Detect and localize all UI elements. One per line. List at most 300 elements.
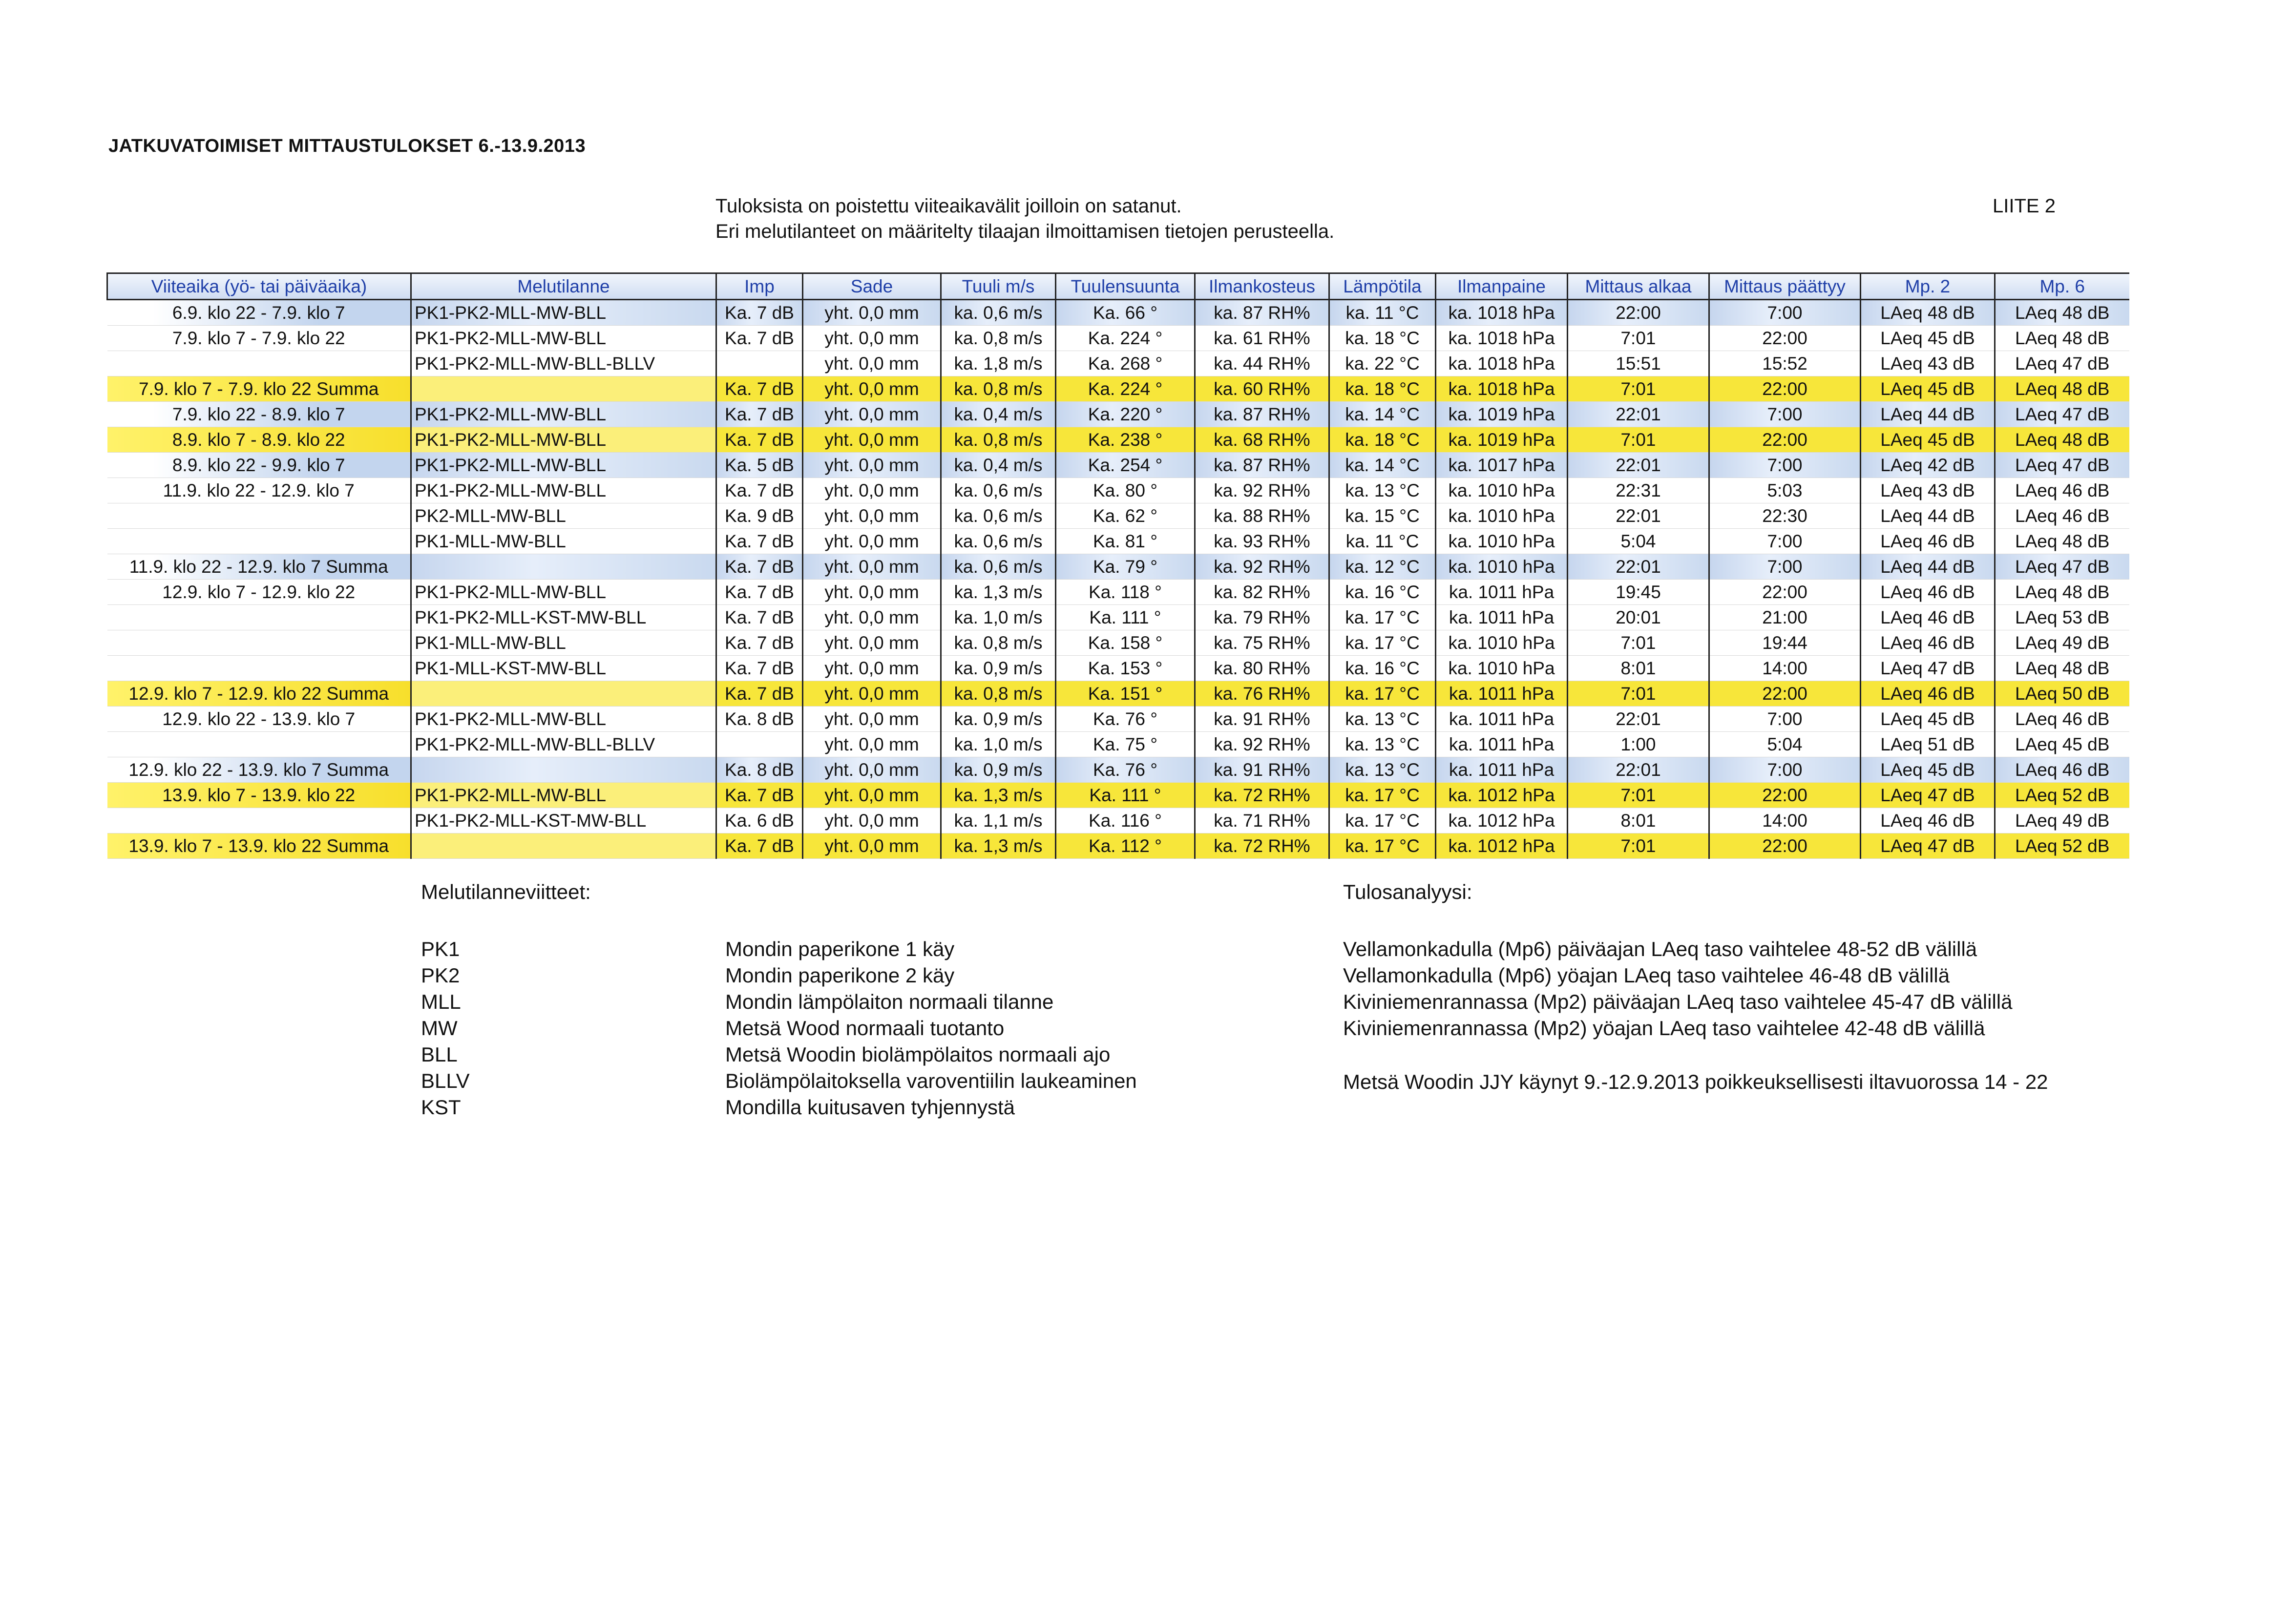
table-cell: LAeq 47 dB xyxy=(1995,351,2129,376)
table-cell: 22:30 xyxy=(1709,503,1861,529)
table-cell: Ka. 79 ° xyxy=(1056,554,1195,580)
table-cell: ka. 92 RH% xyxy=(1195,554,1329,580)
period-cell xyxy=(107,656,411,681)
table-cell: ka. 11 °C xyxy=(1329,529,1436,554)
table-cell: 14:00 xyxy=(1709,656,1861,681)
table-cell: ka. 75 RH% xyxy=(1195,630,1329,656)
abbreviation-description: Biolämpölaitoksella varoventiilin laukeaminen xyxy=(725,1069,1137,1092)
table-cell: ka. 88 RH% xyxy=(1195,503,1329,529)
period-cell: 11.9. klo 22 - 12.9. klo 7 Summa xyxy=(107,554,411,580)
table-cell: LAeq 48 dB xyxy=(1995,580,2129,605)
table-cell: ka. 72 RH% xyxy=(1195,783,1329,808)
period-cell: 6.9. klo 22 - 7.9. klo 7 xyxy=(107,300,411,326)
table-row xyxy=(107,529,2129,554)
table-cell: Ka. 7 dB xyxy=(716,605,803,630)
abbreviation-code: BLL xyxy=(421,1043,458,1066)
period-cell: 12.9. klo 7 - 12.9. klo 22 xyxy=(107,580,411,605)
table-cell: LAeq 49 dB xyxy=(1995,630,2129,656)
table-cell: ka. 91 RH% xyxy=(1195,757,1329,783)
period-cell: 7.9. klo 22 - 8.9. klo 7 xyxy=(107,402,411,427)
table-row xyxy=(107,326,2129,351)
situation-cell xyxy=(411,833,716,859)
table-cell: LAeq 47 dB xyxy=(1861,833,1995,859)
table-cell: LAeq 48 dB xyxy=(1995,376,2129,402)
table-cell: ka. 14 °C xyxy=(1329,453,1436,478)
table-cell: 7:01 xyxy=(1568,833,1709,859)
table-cell: ka. 1019 hPa xyxy=(1436,402,1568,427)
table-cell: ka. 17 °C xyxy=(1329,630,1436,656)
table-cell: 1:00 xyxy=(1568,732,1709,757)
column-header: Ilmanpaine xyxy=(1436,273,1568,300)
table-cell: ka. 0,4 m/s xyxy=(941,402,1056,427)
table-cell: 22:00 xyxy=(1709,833,1861,859)
table-cell: 7:00 xyxy=(1709,707,1861,732)
table-cell: Ka. 7 dB xyxy=(716,656,803,681)
table-cell: LAeq 48 dB xyxy=(1995,427,2129,453)
situation-cell: PK1-PK2-MLL-MW-BLL-BLLV xyxy=(411,351,716,376)
table-cell: LAeq 45 dB xyxy=(1861,427,1995,453)
table-cell: ka. 0,9 m/s xyxy=(941,757,1056,783)
abbreviation-description: Metsä Woodin biolämpölaitos normaali ajo xyxy=(725,1043,1111,1066)
table-cell: LAeq 48 dB xyxy=(1861,300,1995,326)
table-cell: ka. 1018 hPa xyxy=(1436,326,1568,351)
table-cell: ka. 0,6 m/s xyxy=(941,554,1056,580)
table-cell: 7:00 xyxy=(1709,529,1861,554)
table-cell: ka. 1,3 m/s xyxy=(941,833,1056,859)
situation-cell: PK2-MLL-MW-BLL xyxy=(411,503,716,529)
table-cell: ka. 0,9 m/s xyxy=(941,656,1056,681)
table-cell: Ka. 7 dB xyxy=(716,402,803,427)
table-cell: Ka. 7 dB xyxy=(716,529,803,554)
table-cell: ka. 1012 hPa xyxy=(1436,808,1568,833)
situation-cell: PK1-PK2-MLL-MW-BLL xyxy=(411,580,716,605)
table-cell: LAeq 48 dB xyxy=(1995,300,2129,326)
table-cell: Ka. 7 dB xyxy=(716,326,803,351)
table-cell: 21:00 xyxy=(1709,605,1861,630)
table-cell: ka. 1,0 m/s xyxy=(941,732,1056,757)
table-cell: Ka. 7 dB xyxy=(716,630,803,656)
table-cell: 22:01 xyxy=(1568,453,1709,478)
table-cell: ka. 17 °C xyxy=(1329,783,1436,808)
table-cell: Ka. 5 dB xyxy=(716,453,803,478)
table-cell: LAeq 46 dB xyxy=(1861,630,1995,656)
period-cell: 8.9. klo 7 - 8.9. klo 22 xyxy=(107,427,411,453)
column-header: Tuuli m/s xyxy=(941,273,1056,300)
table-cell: ka. 0,8 m/s xyxy=(941,376,1056,402)
period-cell: 11.9. klo 22 - 12.9. klo 7 xyxy=(107,478,411,503)
table-cell: ka. 0,6 m/s xyxy=(941,503,1056,529)
table-cell: 7:01 xyxy=(1568,326,1709,351)
situation-cell xyxy=(411,757,716,783)
table-cell: ka. 82 RH% xyxy=(1195,580,1329,605)
table-cell: yht. 0,0 mm xyxy=(803,605,941,630)
situation-cell: PK1-PK2-MLL-MW-BLL xyxy=(411,300,716,326)
table-cell: 8:01 xyxy=(1568,656,1709,681)
table-cell: ka. 18 °C xyxy=(1329,326,1436,351)
table-cell: ka. 80 RH% xyxy=(1195,656,1329,681)
period-cell xyxy=(107,808,411,833)
table-cell: Ka. 8 dB xyxy=(716,707,803,732)
table-cell: LAeq 47 dB xyxy=(1861,783,1995,808)
table-cell: LAeq 48 dB xyxy=(1995,326,2129,351)
column-header: Sade xyxy=(803,273,941,300)
table-cell: 22:01 xyxy=(1568,503,1709,529)
abbreviation-code: PK1 xyxy=(421,937,460,960)
table-cell: ka. 92 RH% xyxy=(1195,478,1329,503)
table-cell: ka. 1011 hPa xyxy=(1436,757,1568,783)
table-cell: 7:01 xyxy=(1568,681,1709,707)
situation-cell: PK1-PK2-MLL-MW-BLL xyxy=(411,707,716,732)
table-cell: Ka. 111 ° xyxy=(1056,605,1195,630)
table-cell: ka. 1011 hPa xyxy=(1436,732,1568,757)
period-cell xyxy=(107,351,411,376)
table-cell: ka. 87 RH% xyxy=(1195,402,1329,427)
table-cell: LAeq 46 dB xyxy=(1995,503,2129,529)
table-cell: ka. 18 °C xyxy=(1329,376,1436,402)
table-row xyxy=(107,554,2129,580)
table-cell: Ka. 66 ° xyxy=(1056,300,1195,326)
table-cell xyxy=(716,732,803,757)
situation-cell: PK1-PK2-MLL-MW-BLL xyxy=(411,402,716,427)
table-cell: ka. 87 RH% xyxy=(1195,453,1329,478)
table-cell: 5:04 xyxy=(1568,529,1709,554)
table-row xyxy=(107,300,2129,326)
table-cell: 7:00 xyxy=(1709,300,1861,326)
table-cell: LAeq 46 dB xyxy=(1861,529,1995,554)
table-cell: LAeq 47 dB xyxy=(1995,453,2129,478)
table-cell: ka. 72 RH% xyxy=(1195,833,1329,859)
table-cell: ka. 1018 hPa xyxy=(1436,351,1568,376)
table-row xyxy=(107,605,2129,630)
table-cell: 7:00 xyxy=(1709,453,1861,478)
period-cell xyxy=(107,630,411,656)
table-cell: LAeq 43 dB xyxy=(1861,351,1995,376)
table-cell: yht. 0,0 mm xyxy=(803,300,941,326)
column-header: Mp. 2 xyxy=(1861,273,1995,300)
table-row xyxy=(107,707,2129,732)
table-cell: 15:52 xyxy=(1709,351,1861,376)
table-cell: 7:00 xyxy=(1709,402,1861,427)
table-cell: ka. 1018 hPa xyxy=(1436,376,1568,402)
abbreviation-code: BLLV xyxy=(421,1069,470,1092)
table-cell: ka. 0,8 m/s xyxy=(941,681,1056,707)
column-header: Imp xyxy=(716,273,803,300)
table-cell: ka. 18 °C xyxy=(1329,427,1436,453)
table-cell: LAeq 47 dB xyxy=(1995,554,2129,580)
table-cell: yht. 0,0 mm xyxy=(803,732,941,757)
column-header: Lämpötila xyxy=(1329,273,1436,300)
period-cell xyxy=(107,503,411,529)
table-cell: yht. 0,0 mm xyxy=(803,808,941,833)
table-cell: Ka. 111 ° xyxy=(1056,783,1195,808)
table-cell: yht. 0,0 mm xyxy=(803,351,941,376)
table-cell: ka. 0,9 m/s xyxy=(941,707,1056,732)
table-cell: Ka. 224 ° xyxy=(1056,326,1195,351)
table-cell: ka. 0,8 m/s xyxy=(941,326,1056,351)
table-cell: yht. 0,0 mm xyxy=(803,402,941,427)
table-cell: ka. 76 RH% xyxy=(1195,681,1329,707)
table-cell: ka. 1018 hPa xyxy=(1436,300,1568,326)
table-cell: ka. 1010 hPa xyxy=(1436,656,1568,681)
table-row xyxy=(107,732,2129,757)
column-header: Ilmankosteus xyxy=(1195,273,1329,300)
table-cell: ka. 0,6 m/s xyxy=(941,529,1056,554)
table-cell: Ka. 81 ° xyxy=(1056,529,1195,554)
period-cell: 12.9. klo 7 - 12.9. klo 22 Summa xyxy=(107,681,411,707)
table-cell: 22:00 xyxy=(1709,326,1861,351)
table-cell: ka. 61 RH% xyxy=(1195,326,1329,351)
abbreviation-code: MW xyxy=(421,1017,458,1040)
period-cell xyxy=(107,732,411,757)
table-cell: ka. 17 °C xyxy=(1329,808,1436,833)
document-title: JATKUVATOIMISET MITTAUSTULOKSET 6.-13.9.2013 xyxy=(108,136,586,156)
table-cell: 19:45 xyxy=(1568,580,1709,605)
table-cell: ka. 17 °C xyxy=(1329,681,1436,707)
table-cell: LAeq 44 dB xyxy=(1861,554,1995,580)
table-cell: ka. 13 °C xyxy=(1329,707,1436,732)
table-cell: LAeq 45 dB xyxy=(1861,326,1995,351)
table-header-row xyxy=(107,273,2129,300)
table-cell: LAeq 46 dB xyxy=(1995,478,2129,503)
table-cell: 7:00 xyxy=(1709,757,1861,783)
table-cell: LAeq 53 dB xyxy=(1995,605,2129,630)
table-cell: ka. 17 °C xyxy=(1329,833,1436,859)
table-cell: ka. 0,6 m/s xyxy=(941,478,1056,503)
table-cell: 22:00 xyxy=(1709,681,1861,707)
table-cell: LAeq 52 dB xyxy=(1995,783,2129,808)
table-cell: ka. 91 RH% xyxy=(1195,707,1329,732)
table-cell: ka. 79 RH% xyxy=(1195,605,1329,630)
situation-cell xyxy=(411,681,716,707)
table-cell: yht. 0,0 mm xyxy=(803,453,941,478)
table-cell: 22:31 xyxy=(1568,478,1709,503)
situation-cell: PK1-PK2-MLL-KST-MW-BLL xyxy=(411,808,716,833)
analysis-line: Kiviniemenrannassa (Mp2) yöajan LAeq taso vaihtelee 42-48 dB välillä xyxy=(1343,1017,1985,1040)
table-cell: Ka. 9 dB xyxy=(716,503,803,529)
table-cell: ka. 92 RH% xyxy=(1195,732,1329,757)
table-cell xyxy=(716,351,803,376)
table-cell: Ka. 224 ° xyxy=(1056,376,1195,402)
table-cell: ka. 1010 hPa xyxy=(1436,554,1568,580)
table-cell: yht. 0,0 mm xyxy=(803,503,941,529)
table-cell: ka. 16 °C xyxy=(1329,580,1436,605)
analysis-line: Metsä Woodin JJY käynyt 9.-12.9.2013 poikkeuksellisesti iltavuorossa 14 - 22 xyxy=(1343,1070,2048,1093)
table-cell: LAeq 44 dB xyxy=(1861,503,1995,529)
table-cell: 22:00 xyxy=(1709,376,1861,402)
table-cell: 14:00 xyxy=(1709,808,1861,833)
abbreviation-code: MLL xyxy=(421,990,461,1013)
situation-cell: PK1-MLL-MW-BLL xyxy=(411,630,716,656)
period-cell: 7.9. klo 7 - 7.9. klo 22 xyxy=(107,326,411,351)
table-cell: LAeq 42 dB xyxy=(1861,453,1995,478)
table-cell: ka. 13 °C xyxy=(1329,757,1436,783)
table-cell: 5:04 xyxy=(1709,732,1861,757)
table-cell: Ka. 116 ° xyxy=(1056,808,1195,833)
table-cell: 22:00 xyxy=(1568,300,1709,326)
analysis-line: Vellamonkadulla (Mp6) yöajan LAeq taso vaihtelee 46-48 dB välillä xyxy=(1343,964,1950,987)
period-cell: 12.9. klo 22 - 13.9. klo 7 Summa xyxy=(107,757,411,783)
table-row xyxy=(107,808,2129,833)
table-cell: ka. 1,0 m/s xyxy=(941,605,1056,630)
table-cell: Ka. 112 ° xyxy=(1056,833,1195,859)
analysis-line: Vellamonkadulla (Mp6) päiväajan LAeq taso vaihtelee 48-52 dB välillä xyxy=(1343,937,1977,960)
table-cell: ka. 93 RH% xyxy=(1195,529,1329,554)
table-cell: Ka. 76 ° xyxy=(1056,757,1195,783)
table-cell: ka. 14 °C xyxy=(1329,402,1436,427)
situation-cell: PK1-MLL-KST-MW-BLL xyxy=(411,656,716,681)
table-cell: Ka. 7 dB xyxy=(716,478,803,503)
situation-cell: PK1-PK2-MLL-MW-BLL xyxy=(411,783,716,808)
table-cell: ka. 13 °C xyxy=(1329,732,1436,757)
table-cell: ka. 1011 hPa xyxy=(1436,707,1568,732)
abbreviation-description: Mondin lämpölaiton normaali tilanne xyxy=(725,990,1054,1013)
table-cell: Ka. 153 ° xyxy=(1056,656,1195,681)
situation-cell: PK1-PK2-MLL-MW-BLL xyxy=(411,326,716,351)
table-cell: Ka. 7 dB xyxy=(716,554,803,580)
situation-cell: PK1-PK2-MLL-MW-BLL xyxy=(411,478,716,503)
table-cell: Ka. 158 ° xyxy=(1056,630,1195,656)
table-cell: ka. 1012 hPa xyxy=(1436,833,1568,859)
table-row xyxy=(107,656,2129,681)
table-cell: 19:44 xyxy=(1709,630,1861,656)
table-cell: LAeq 45 dB xyxy=(1995,732,2129,757)
table-cell: 22:01 xyxy=(1568,757,1709,783)
table-cell: Ka. 6 dB xyxy=(716,808,803,833)
table-cell: LAeq 51 dB xyxy=(1861,732,1995,757)
note-line: Eri melutilanteet on määritelty tilaajan ilmoittamisen tietojen perusteella. xyxy=(715,221,1335,242)
table-cell: ka. 1010 hPa xyxy=(1436,529,1568,554)
table-cell: LAeq 46 dB xyxy=(1861,580,1995,605)
table-row xyxy=(107,478,2129,503)
table-cell: ka. 68 RH% xyxy=(1195,427,1329,453)
period-cell: 8.9. klo 22 - 9.9. klo 7 xyxy=(107,453,411,478)
table-cell: LAeq 46 dB xyxy=(1861,808,1995,833)
table-cell: Ka. 118 ° xyxy=(1056,580,1195,605)
table-cell: yht. 0,0 mm xyxy=(803,757,941,783)
table-cell: 22:01 xyxy=(1568,402,1709,427)
table-cell: LAeq 45 dB xyxy=(1861,757,1995,783)
table-cell: Ka. 151 ° xyxy=(1056,681,1195,707)
table-row xyxy=(107,453,2129,478)
table-cell: LAeq 46 dB xyxy=(1861,681,1995,707)
analysis-heading: Tulosanalyysi: xyxy=(1343,880,1472,903)
table-cell: ka. 71 RH% xyxy=(1195,808,1329,833)
table-cell: ka. 1,8 m/s xyxy=(941,351,1056,376)
table-cell: yht. 0,0 mm xyxy=(803,707,941,732)
abbreviation-description: Mondin paperikone 2 käy xyxy=(725,964,955,987)
table-cell: 7:01 xyxy=(1568,630,1709,656)
column-header: Mp. 6 xyxy=(1995,273,2129,300)
table-cell: ka. 1,3 m/s xyxy=(941,783,1056,808)
table-cell: ka. 1,3 m/s xyxy=(941,580,1056,605)
table-row xyxy=(107,503,2129,529)
situation-cell: PK1-PK2-MLL-MW-BLL xyxy=(411,427,716,453)
table-cell: LAeq 46 dB xyxy=(1995,707,2129,732)
table-cell: 7:01 xyxy=(1568,783,1709,808)
table-row xyxy=(107,376,2129,402)
situation-cell xyxy=(411,376,716,402)
table-body xyxy=(107,300,2129,859)
table-cell: yht. 0,0 mm xyxy=(803,580,941,605)
table-cell: yht. 0,0 mm xyxy=(803,630,941,656)
table-cell: ka. 15 °C xyxy=(1329,503,1436,529)
table-cell: ka. 1011 hPa xyxy=(1436,580,1568,605)
table-cell: ka. 1010 hPa xyxy=(1436,503,1568,529)
situation-cell xyxy=(411,554,716,580)
table-row xyxy=(107,757,2129,783)
table-cell: ka. 87 RH% xyxy=(1195,300,1329,326)
table-cell: ka. 16 °C xyxy=(1329,656,1436,681)
table-cell: LAeq 50 dB xyxy=(1995,681,2129,707)
abbreviation-description: Mondilla kuitusaven tyhjennystä xyxy=(725,1096,1015,1119)
table-cell: yht. 0,0 mm xyxy=(803,783,941,808)
table-cell: Ka. 268 ° xyxy=(1056,351,1195,376)
table-cell: 5:03 xyxy=(1709,478,1861,503)
table-cell: ka. 0,8 m/s xyxy=(941,630,1056,656)
table-cell: yht. 0,0 mm xyxy=(803,529,941,554)
situation-cell: PK1-PK2-MLL-MW-BLL xyxy=(411,453,716,478)
table-cell: ka. 17 °C xyxy=(1329,605,1436,630)
table-cell: Ka. 7 dB xyxy=(716,783,803,808)
table-cell: ka. 1,1 m/s xyxy=(941,808,1056,833)
table-row xyxy=(107,833,2129,859)
table-cell: Ka. 7 dB xyxy=(716,376,803,402)
column-header: Mittaus päättyy xyxy=(1709,273,1861,300)
table-cell: ka. 44 RH% xyxy=(1195,351,1329,376)
table-cell: Ka. 7 dB xyxy=(716,681,803,707)
table-cell: Ka. 7 dB xyxy=(716,580,803,605)
table-cell: Ka. 75 ° xyxy=(1056,732,1195,757)
table-cell: LAeq 45 dB xyxy=(1861,376,1995,402)
table-cell: yht. 0,0 mm xyxy=(803,478,941,503)
table-cell: ka. 1011 hPa xyxy=(1436,681,1568,707)
table-cell: Ka. 8 dB xyxy=(716,757,803,783)
table-cell: yht. 0,0 mm xyxy=(803,656,941,681)
abbreviations-heading: Melutilanneviitteet: xyxy=(421,880,591,903)
table-cell: 22:00 xyxy=(1709,783,1861,808)
situation-cell: PK1-PK2-MLL-KST-MW-BLL xyxy=(411,605,716,630)
table-cell: 8:01 xyxy=(1568,808,1709,833)
table-row xyxy=(107,351,2129,376)
analysis-line: Kiviniemenrannassa (Mp2) päiväajan LAeq taso vaihtelee 45-47 dB välillä xyxy=(1343,990,2013,1013)
period-cell: 7.9. klo 7 - 7.9. klo 22 Summa xyxy=(107,376,411,402)
table-cell: Ka. 7 dB xyxy=(716,427,803,453)
table-cell: Ka. 62 ° xyxy=(1056,503,1195,529)
abbreviation-code: KST xyxy=(421,1096,461,1119)
table-cell: yht. 0,0 mm xyxy=(803,326,941,351)
note-line: Tuloksista on poistettu viiteaikavälit joilloin on satanut. xyxy=(715,195,1182,217)
table-cell: yht. 0,0 mm xyxy=(803,833,941,859)
situation-cell: PK1-MLL-MW-BLL xyxy=(411,529,716,554)
table-cell: 7:01 xyxy=(1568,427,1709,453)
column-header: Melutilanne xyxy=(411,273,716,300)
table-cell: 22:01 xyxy=(1568,554,1709,580)
table-cell: yht. 0,0 mm xyxy=(803,376,941,402)
period-cell: 13.9. klo 7 - 13.9. klo 22 Summa xyxy=(107,833,411,859)
table-cell: Ka. 7 dB xyxy=(716,833,803,859)
table-cell: yht. 0,0 mm xyxy=(803,427,941,453)
period-cell xyxy=(107,529,411,554)
table-cell: Ka. 254 ° xyxy=(1056,453,1195,478)
period-cell xyxy=(107,605,411,630)
table-cell: ka. 60 RH% xyxy=(1195,376,1329,402)
table-cell: ka. 1010 hPa xyxy=(1436,630,1568,656)
table-cell: Ka. 238 ° xyxy=(1056,427,1195,453)
table-cell: 22:00 xyxy=(1709,580,1861,605)
table-row xyxy=(107,630,2129,656)
table-cell: ka. 13 °C xyxy=(1329,478,1436,503)
table-cell: yht. 0,0 mm xyxy=(803,681,941,707)
